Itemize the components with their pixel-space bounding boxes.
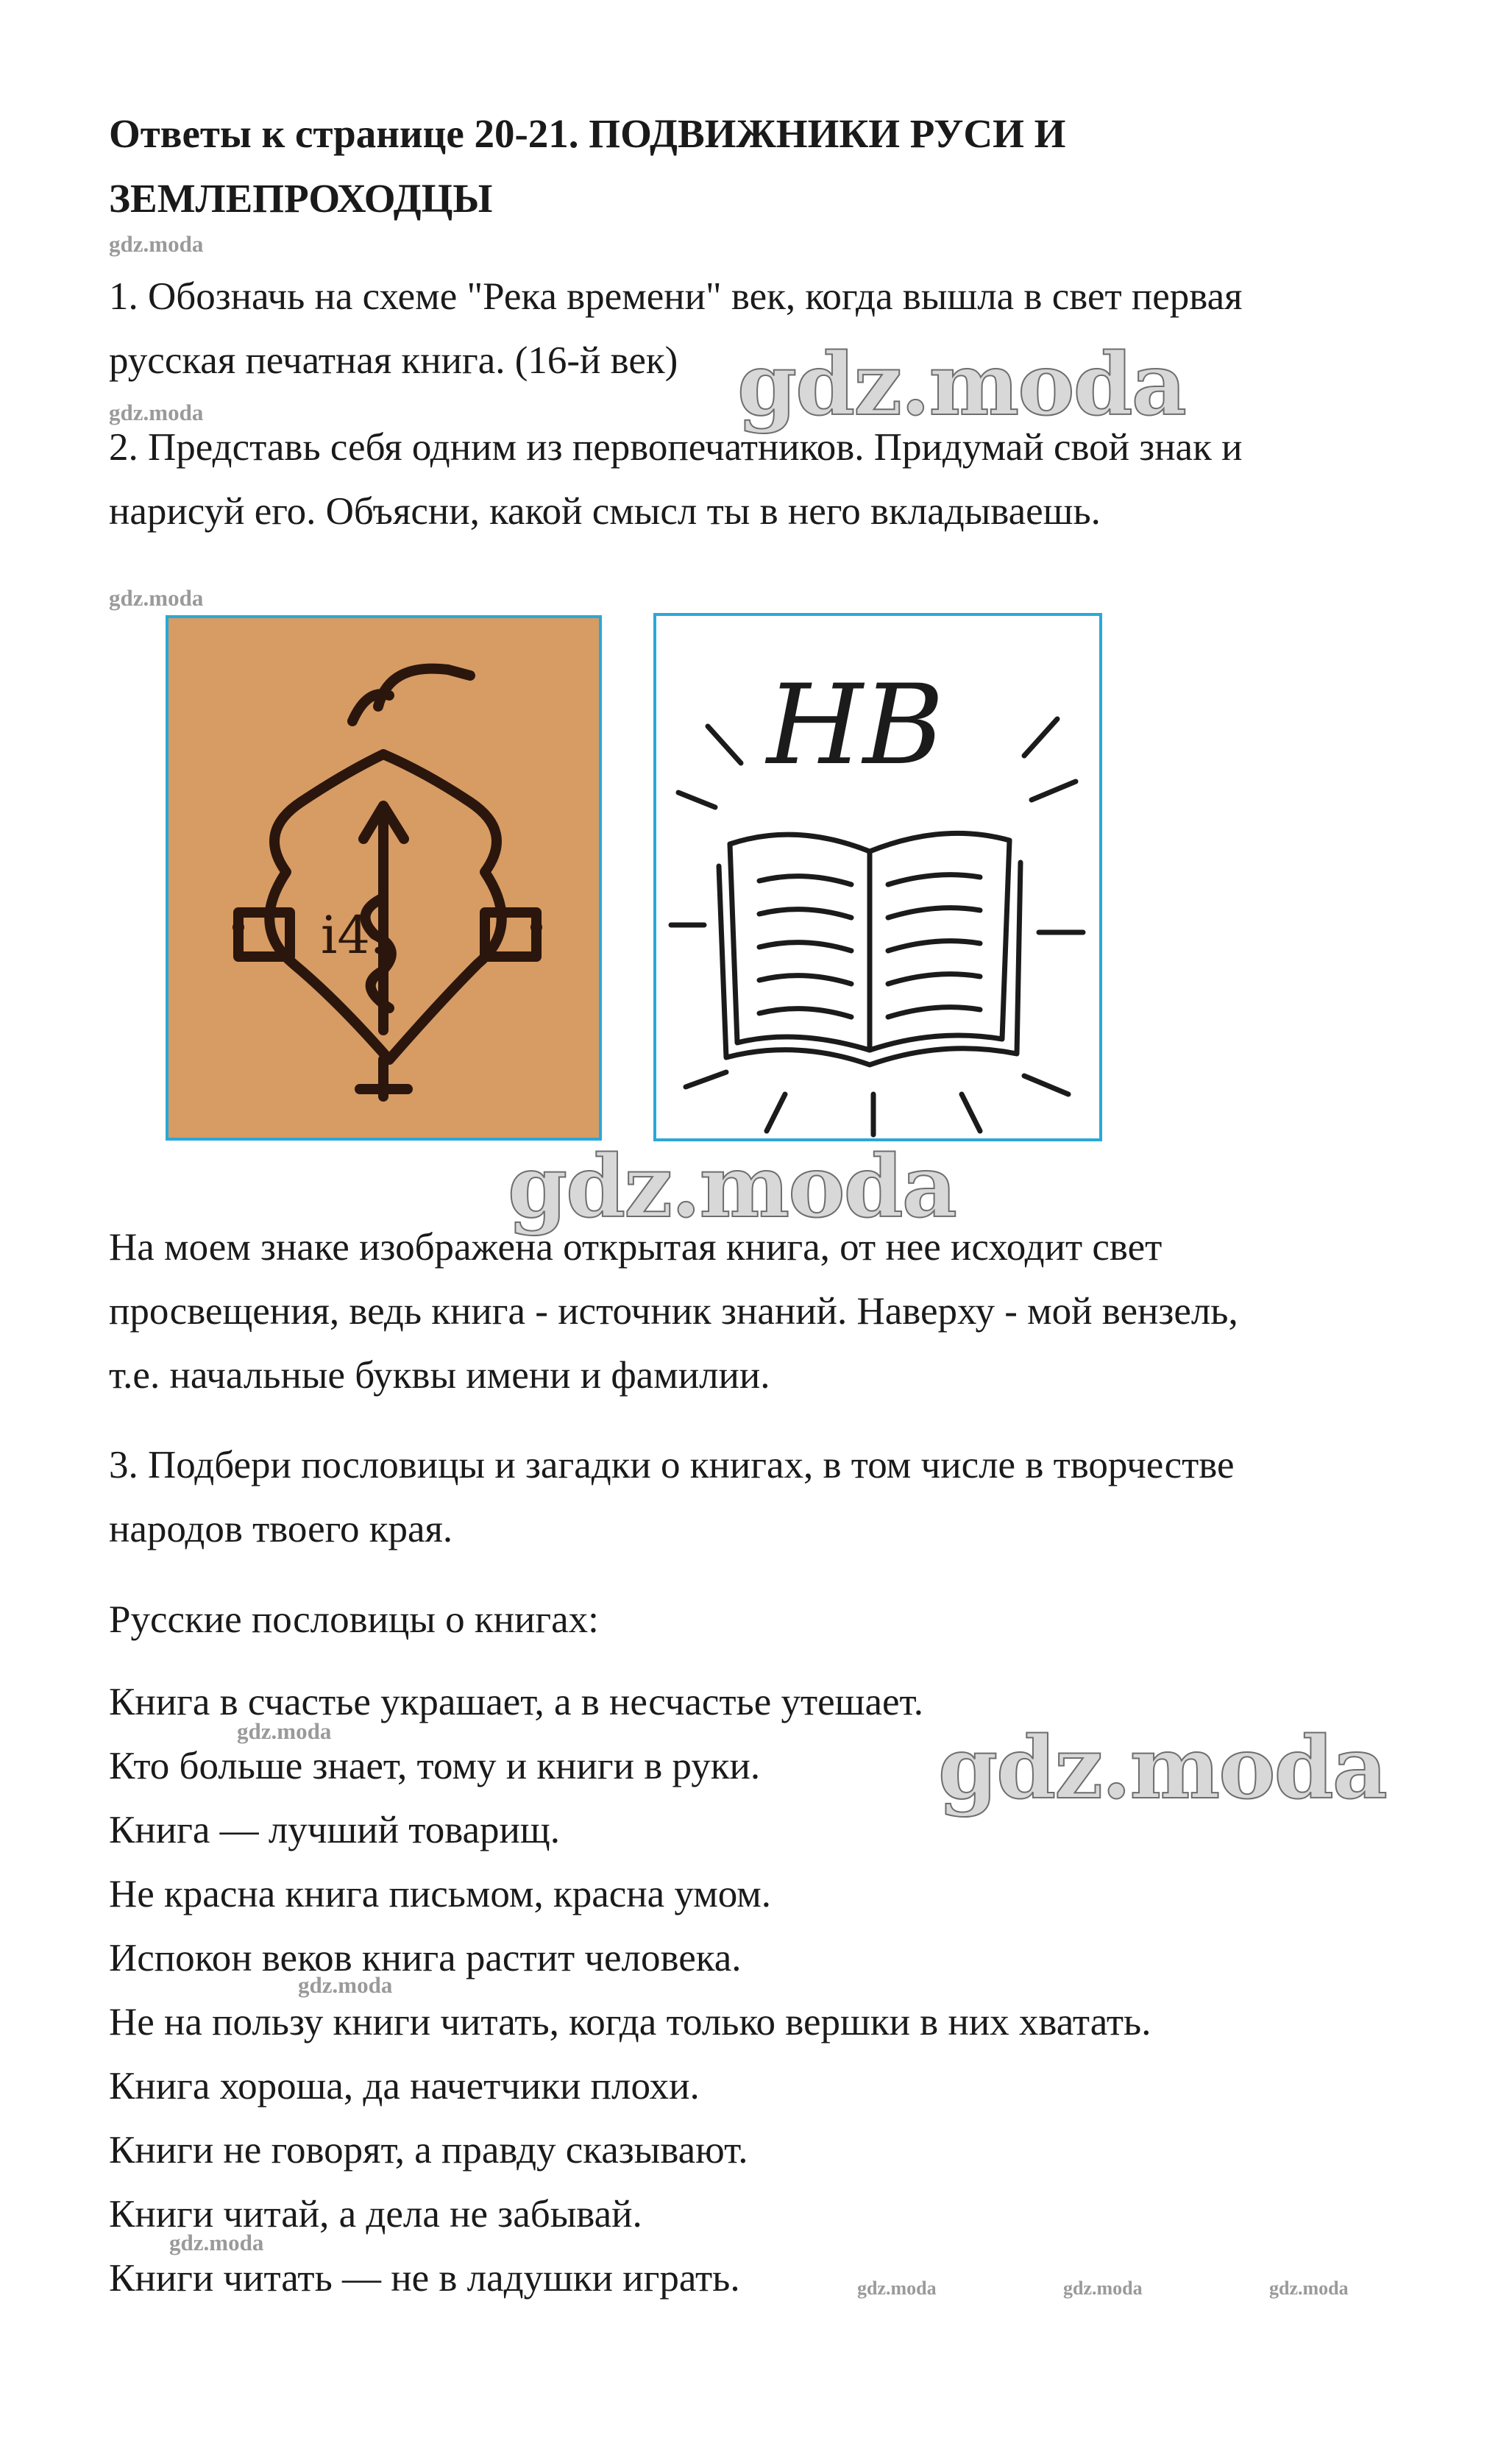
- watermark-small: gdz.moda: [1063, 2278, 1143, 2299]
- task-1-line-1: 1. Обозначь на схеме "Река времени" век, когда вышла в свет первая: [109, 275, 1243, 318]
- page-title: [109, 102, 1419, 231]
- answer-2-line-2: просвещения, ведь книга - источник знаний. Наверху - мой вензель,: [109, 1290, 1238, 1333]
- list-item: Кто больше знает, тому и книги в руки.: [109, 1745, 761, 1787]
- monogram-text: НВ: [767, 662, 945, 790]
- list-item: Книги не говорят, а правду сказывают.: [109, 2129, 748, 2172]
- watermark-small: gdz.moda: [298, 1972, 393, 1998]
- list-item: Книги читай, а дела не забывай.: [109, 2193, 642, 2236]
- task-3-line-1: 3. Подбери пословицы и загадки о книгах, в том числе в творчестве: [109, 1444, 1235, 1486]
- task-1-line-2: русская печатная книга. (16-й век): [109, 339, 678, 382]
- printer-mark-drawing: [168, 618, 599, 1138]
- watermark-large: gdz.moda: [508, 1137, 956, 1237]
- answer-2-line-3: т.е. начальные буквы имени и фамилии.: [109, 1354, 770, 1397]
- title-line-1: Ответы к странице 20-21. ПОДВИЖНИКИ РУСИ И: [109, 111, 1066, 156]
- watermark-large: gdz.moda: [938, 1718, 1386, 1818]
- list-item: Не красна книга письмом, красна умом.: [109, 1873, 772, 1915]
- task-3-line-2: народов твоего края.: [109, 1508, 453, 1550]
- task-2: [109, 416, 1433, 544]
- proverbs-heading: Русские пословицы о книгах:: [109, 1598, 599, 1641]
- task-2-line-1: 2. Представь себя одним из первопечатников. Придумай свой знак и: [109, 426, 1243, 469]
- watermark-small: gdz.moda: [1269, 2278, 1349, 2299]
- task-3: [109, 1433, 1433, 1562]
- title-line-2: ЗЕМЛЕПРОХОДЦЫ: [109, 176, 493, 221]
- watermark-small: gdz.moda: [237, 1718, 332, 1744]
- list-item: Книга — лучший товарищ.: [109, 1809, 560, 1851]
- watermark-small: gdz.moda: [857, 2278, 937, 2299]
- list-item: Книга хороша, да начетчики плохи.: [109, 2065, 700, 2108]
- watermark-small: gdz.moda: [169, 2230, 264, 2255]
- watermark-large: gdz.moda: [737, 335, 1185, 435]
- list-item: Книги читать — не в ладушки играть.: [109, 2257, 740, 2300]
- answer-2-line-1: На моем знаке изображена открытая книга, от нее исходит свет: [109, 1226, 1163, 1269]
- answer-2: [109, 1216, 1433, 1408]
- printer-mark-letters: і4.: [321, 905, 387, 965]
- list-item: Испокон веков книга растит человека.: [109, 1937, 742, 1979]
- watermark-small: gdz.moda: [109, 400, 204, 425]
- list-item: Книга в счастье украшает, а в несчастье утешает.: [109, 1681, 923, 1723]
- own-mark-drawing: [653, 613, 1102, 1141]
- printer-mark-image: [166, 615, 602, 1141]
- list-item: Не на пользу книги читать, когда только вершки в них хватать.: [109, 2001, 1151, 2043]
- book-sketch: [656, 616, 1099, 1138]
- task-2-line-2: нарисуй его. Объясни, какой смысл ты в него вкладываешь.: [109, 490, 1101, 533]
- watermark-small: gdz.moda: [109, 231, 204, 257]
- watermark-small: gdz.moda: [109, 585, 204, 611]
